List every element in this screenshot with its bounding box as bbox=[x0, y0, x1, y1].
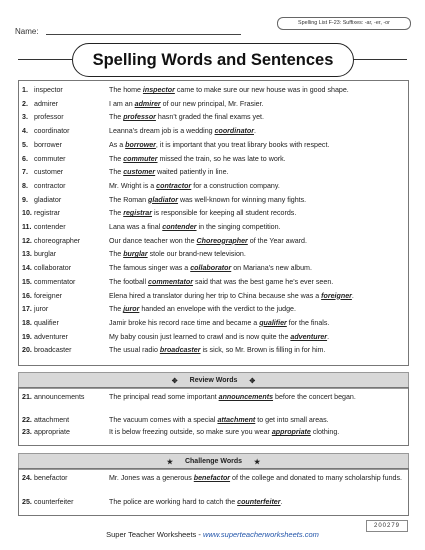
example-sentence bbox=[109, 392, 404, 402]
word-number: 23. bbox=[22, 428, 32, 436]
spelling-word: appropriate bbox=[34, 428, 70, 436]
sentence-keyword: counterfeiter bbox=[237, 498, 281, 506]
sentence-end: of our new principal, Mr. Frasier. bbox=[160, 99, 264, 108]
word-number: 6. bbox=[22, 154, 28, 163]
sentence-end: stole our brand-new television. bbox=[147, 250, 246, 259]
sentence-end: on Mariana’s new album. bbox=[231, 264, 312, 273]
example-sentence bbox=[109, 195, 404, 205]
footer-url[interactable]: www.superteacherworksheets.com bbox=[202, 530, 319, 539]
example-sentence bbox=[109, 85, 404, 95]
sentence-end: was well-known for winning many fights. bbox=[178, 195, 307, 204]
sentence-start: The home bbox=[109, 86, 143, 94]
word-number: 25. bbox=[22, 498, 32, 506]
sentence-start: Jamir broke his record race time and became a bbox=[109, 318, 260, 327]
challenge-band-label: Challenge Words bbox=[184, 458, 243, 465]
example-sentence bbox=[109, 291, 404, 301]
sentence-start: The usual radio bbox=[109, 346, 160, 355]
sentence-start: My baby cousin just learned to crawl and is now quite the bbox=[109, 332, 291, 341]
sentence-end: to get into small areas. bbox=[255, 416, 329, 424]
sentence-keyword: announcements bbox=[218, 393, 274, 401]
sentence-end: for the finals. bbox=[286, 318, 330, 327]
challenge-words-section bbox=[18, 468, 409, 516]
list-tag: Spelling List F-23: Suffixes: -ar, -er, -or bbox=[277, 17, 411, 30]
spelling-word: commentator bbox=[34, 277, 76, 286]
word-number: 11. bbox=[22, 223, 32, 231]
example-sentence bbox=[109, 236, 404, 246]
sentence-start: Lana was a final bbox=[109, 223, 163, 231]
spelling-word: registrar bbox=[34, 209, 61, 218]
sentence-keyword: customer bbox=[123, 168, 156, 177]
word-number: 14. bbox=[22, 264, 32, 273]
sentence-keyword: burglar bbox=[123, 250, 148, 259]
example-sentence bbox=[109, 140, 404, 150]
spelling-word: admirer bbox=[34, 99, 59, 108]
sentence-keyword: coordinator bbox=[214, 127, 254, 136]
spelling-word: adventurer bbox=[34, 332, 68, 341]
name-label: Name: bbox=[15, 27, 39, 36]
sentence-end: handed an envelope with the verdict to the judge. bbox=[139, 305, 296, 314]
sentence-start: Our dance teacher won the bbox=[109, 236, 197, 245]
word-number: 2. bbox=[22, 99, 28, 108]
sentence-keyword: commentator bbox=[148, 277, 193, 286]
sentence-keyword: professor bbox=[123, 113, 156, 122]
word-number: 22. bbox=[22, 416, 32, 424]
example-sentence bbox=[109, 345, 404, 355]
review-band-label: Review Words bbox=[189, 377, 238, 384]
sentence-start: Mr. Jones was a generous bbox=[109, 474, 194, 482]
sentence-end: . bbox=[280, 498, 283, 506]
word-number: 15. bbox=[22, 277, 32, 286]
spelling-word: commuter bbox=[34, 154, 66, 163]
sentence-start: Elena hired a translator during her trip to China because she was a bbox=[109, 291, 322, 300]
sentence-keyword: qualifier bbox=[259, 318, 287, 327]
sentence-keyword: adventurer bbox=[290, 332, 328, 341]
sentence-start: The bbox=[109, 113, 124, 122]
title-rule-right bbox=[353, 59, 407, 60]
example-sentence bbox=[109, 263, 404, 273]
word-number: 10. bbox=[22, 209, 32, 218]
sentence-end: missed the train, so he was late to work. bbox=[157, 154, 286, 163]
sentence-end: came to make sure our new house was in good shape. bbox=[174, 86, 349, 94]
sentence-start: The bbox=[109, 168, 124, 177]
word-number: 8. bbox=[22, 181, 28, 190]
word-number: 20. bbox=[22, 346, 32, 355]
sentence-start: The bbox=[109, 305, 124, 314]
spelling-word: contractor bbox=[34, 181, 66, 190]
example-sentence bbox=[109, 427, 404, 437]
sentence-start: The bbox=[109, 209, 124, 218]
sentence-start: The police are working hard to catch the bbox=[109, 498, 238, 506]
sentence-end: . bbox=[351, 291, 354, 300]
title-rule-left bbox=[18, 59, 72, 60]
example-sentence bbox=[109, 126, 404, 136]
spelling-word: juror bbox=[34, 305, 49, 314]
sentence-keyword: broadcaster bbox=[159, 346, 201, 355]
sentence-keyword: juror bbox=[123, 305, 140, 314]
sentence-start: The principal read some important bbox=[109, 393, 219, 401]
sentence-end: of the college and donated to many scholarship funds. bbox=[230, 474, 402, 482]
sentence-end: is sick, so Mr. Brown is filling in for him. bbox=[200, 346, 326, 355]
sentence-end: . bbox=[253, 127, 256, 136]
word-number: 4. bbox=[22, 127, 28, 136]
sentence-start: I am an bbox=[109, 99, 135, 108]
sentence-start: The football bbox=[109, 277, 149, 286]
sentence-keyword: contender bbox=[162, 223, 197, 231]
word-number: 17. bbox=[22, 305, 32, 314]
sentence-start: Mr. Wright is a bbox=[109, 181, 157, 190]
name-line bbox=[46, 34, 241, 35]
example-sentence bbox=[109, 249, 404, 259]
spelling-word: burglar bbox=[34, 250, 57, 259]
example-sentence bbox=[109, 112, 404, 122]
sentence-start: The Roman bbox=[109, 195, 149, 204]
review-words-section bbox=[18, 387, 409, 446]
sentence-keyword: foreigner bbox=[321, 291, 352, 300]
title-box bbox=[72, 43, 354, 77]
word-number: 19. bbox=[22, 332, 32, 341]
example-sentence bbox=[109, 277, 404, 287]
word-number: 24. bbox=[22, 474, 32, 482]
word-number: 1. bbox=[22, 86, 28, 94]
spelling-word: qualifier bbox=[34, 318, 59, 327]
example-sentence bbox=[109, 222, 404, 232]
worksheet-code: 200279 bbox=[366, 520, 408, 532]
sentence-start: The bbox=[109, 154, 124, 163]
sentence-start: The vacuum comes with a special bbox=[109, 416, 218, 424]
sentence-keyword: borrower bbox=[125, 140, 156, 149]
spelling-word: coordinator bbox=[34, 127, 70, 136]
sentence-start: It is below freezing outside, so make sure you wear bbox=[109, 428, 272, 436]
example-sentence bbox=[109, 415, 404, 425]
spelling-word: collaborator bbox=[34, 264, 72, 273]
sentence-keyword: Choreographer bbox=[196, 236, 248, 245]
spelling-word: announcements bbox=[34, 393, 85, 401]
sentence-end: in the singing competition. bbox=[196, 223, 281, 231]
spelling-word: customer bbox=[34, 168, 64, 177]
word-number: 16. bbox=[22, 291, 32, 300]
sentence-end: of the Year award. bbox=[247, 236, 307, 245]
footer-text: Super Teacher Worksheets - bbox=[106, 530, 203, 539]
spelling-word: inspector bbox=[34, 86, 63, 94]
example-sentence bbox=[109, 497, 404, 507]
example-sentence bbox=[109, 208, 404, 218]
sentence-start: As a bbox=[109, 140, 126, 149]
sentence-keyword: benefactor bbox=[193, 474, 231, 482]
sentence-keyword: admirer bbox=[134, 99, 161, 108]
word-number: 12. bbox=[22, 236, 32, 245]
example-sentence bbox=[109, 318, 404, 328]
sentence-start: The bbox=[109, 250, 124, 259]
sentence-keyword: gladiator bbox=[148, 195, 179, 204]
sentence-start: Leanna’s dream job is a wedding bbox=[109, 127, 215, 136]
spelling-word: foreigner bbox=[34, 291, 62, 300]
word-number: 5. bbox=[22, 140, 28, 149]
sentence-end: clothing. bbox=[310, 428, 340, 436]
sentence-end: is responsible for keeping all student records. bbox=[152, 209, 297, 218]
spelling-word: benefactor bbox=[34, 474, 68, 482]
spelling-word: contender bbox=[34, 223, 66, 231]
example-sentence bbox=[109, 304, 404, 314]
example-sentence bbox=[109, 154, 404, 164]
sentence-end: said that was the best game he’s ever seen. bbox=[192, 277, 334, 286]
sentence-keyword: inspector bbox=[142, 86, 175, 94]
sentence-start: The famous singer was a bbox=[109, 264, 191, 273]
sentence-keyword: commuter bbox=[123, 154, 158, 163]
example-sentence bbox=[109, 181, 404, 191]
main-words-section bbox=[18, 80, 409, 366]
spelling-word: broadcaster bbox=[34, 346, 72, 355]
example-sentence bbox=[109, 473, 404, 483]
sentence-end: before the concert began. bbox=[273, 393, 356, 401]
sentence-end: for a construction company. bbox=[191, 181, 280, 190]
example-sentence bbox=[109, 332, 404, 342]
challenge-icon-right: ★ bbox=[254, 458, 261, 466]
example-sentence bbox=[109, 167, 404, 177]
spelling-word: gladiator bbox=[34, 195, 62, 204]
sentence-keyword: appropriate bbox=[271, 428, 311, 436]
sentence-end: hasn’t graded the final exams yet. bbox=[155, 113, 264, 122]
example-sentence bbox=[109, 99, 404, 109]
spelling-word: counterfeiter bbox=[34, 498, 74, 506]
sentence-keyword: contractor bbox=[156, 181, 192, 190]
spelling-word: professor bbox=[34, 113, 64, 122]
word-number: 21. bbox=[22, 393, 32, 401]
spelling-word: attachment bbox=[34, 416, 70, 424]
review-icon-right: ✥ bbox=[249, 377, 256, 385]
review-icon-left: ✥ bbox=[171, 377, 178, 385]
sentence-end: , it is important that you treat library books with respect. bbox=[155, 140, 330, 149]
sentence-keyword: collaborator bbox=[190, 264, 232, 273]
sentence-keyword: attachment bbox=[217, 416, 256, 424]
sentence-keyword: registrar bbox=[123, 209, 152, 218]
spelling-word: choreographer bbox=[34, 236, 81, 245]
spelling-word: borrower bbox=[34, 140, 62, 149]
footer bbox=[0, 530, 425, 539]
word-number: 13. bbox=[22, 250, 32, 259]
sentence-end: . bbox=[327, 332, 330, 341]
word-number: 3. bbox=[22, 113, 28, 122]
word-number: 7. bbox=[22, 168, 28, 177]
word-number: 18. bbox=[22, 318, 32, 327]
word-number: 9. bbox=[22, 195, 28, 204]
page-title: Spelling Words and Sentences bbox=[92, 50, 334, 69]
sentence-end: waited patiently in line. bbox=[155, 168, 229, 177]
challenge-icon-left: ★ bbox=[166, 458, 173, 466]
